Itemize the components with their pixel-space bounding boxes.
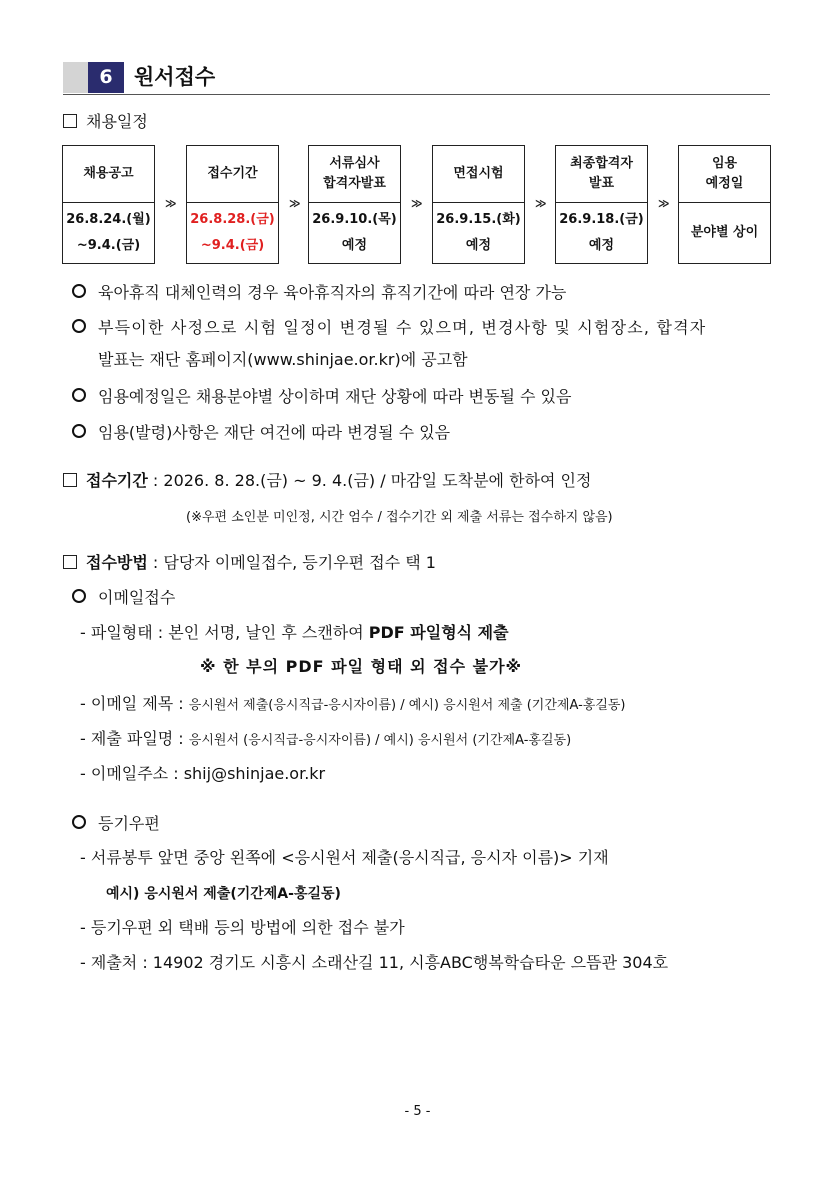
schedule-step-date xyxy=(63,202,154,263)
flow-arrow-icon: ≫ xyxy=(658,197,670,210)
schedule-step-title: 채용공고 xyxy=(63,146,154,203)
post-example: 예시) 응시원서 제출(기간제A-홍길동) xyxy=(106,886,341,902)
schedule-step-date-line: 예정 xyxy=(465,237,492,253)
email-file-type xyxy=(80,621,509,645)
schedule-step-date-line: ~9.4.(금) xyxy=(76,237,141,253)
schedule-step-box xyxy=(62,145,155,264)
schedule-step-box xyxy=(186,145,279,264)
post-no-courier: - 등기우편 외 택배 등의 방법에 의한 접수 불가 xyxy=(80,918,405,937)
method-label: 접수방법 xyxy=(86,553,148,572)
section-marker-accent xyxy=(63,62,88,93)
note-text: 임용예정일은 채용분야별 상이하며 재단 상황에 따라 변동될 수 있음 xyxy=(98,387,572,406)
method-line xyxy=(63,551,436,575)
schedule-step-title: 서류심사 합격자발표 xyxy=(309,146,400,203)
schedule-step-date xyxy=(556,202,647,263)
file-type-bold: PDF 파일형식 제출 xyxy=(368,623,509,642)
circle-bullet-icon xyxy=(72,424,86,438)
section-title: 원서접수 xyxy=(134,65,216,89)
period-note: (※우편 소인분 미인정, 시간 엄수 / 접수기간 외 제출 서류는 접수하지 않음) xyxy=(186,510,613,525)
flow-arrow-icon: ≫ xyxy=(165,197,177,210)
schedule-step-date xyxy=(433,202,524,263)
period-text: : 2026. 8. 28.(금) ~ 9. 4.(금) / 마감일 도착분에 한하여 인정 xyxy=(147,471,592,490)
schedule-step-date-line: 26.9.15.(화) xyxy=(436,211,521,227)
checkbox-square-icon xyxy=(63,114,77,128)
section-number: 6 xyxy=(88,62,124,93)
schedule-step-date-line: ~9.4.(금) xyxy=(200,237,265,253)
circle-bullet-icon xyxy=(72,388,86,402)
schedule-step-box xyxy=(678,145,771,264)
post-title: 등기우편 xyxy=(98,814,160,833)
schedule-step-date-line: 예정 xyxy=(588,237,615,253)
email-subject xyxy=(80,692,626,718)
schedule-step-box xyxy=(308,145,401,264)
schedule-step-date-line: 26.8.28.(금) xyxy=(190,211,275,227)
subject-value: 응시원서 제출(응시직급-응시자이름) / 예시) 응시원서 제출 (기간제A-홍길동) xyxy=(188,698,626,713)
schedule-step-date xyxy=(309,202,400,263)
filename-value: 응시원서 (응시직급-응시자이름) / 예시) 응시원서 (기간제A-홍길동) xyxy=(188,733,572,748)
note-text: 육아휴직 대체인력의 경우 육아휴직자의 휴직기간에 따라 연장 가능 xyxy=(98,283,567,302)
method-text: : 담당자 이메일접수, 등기우편 접수 택 1 xyxy=(147,553,436,572)
note-item xyxy=(72,316,706,340)
note-item xyxy=(72,385,571,409)
schedule-step-date xyxy=(187,202,278,263)
schedule-step-box xyxy=(555,145,648,264)
page-number: - 5 - xyxy=(404,1104,431,1119)
flow-arrow-icon: ≫ xyxy=(535,197,547,210)
schedule-step-date-line: 26.9.18.(금) xyxy=(559,211,644,227)
note-text: 발표는 재단 홈페이지(www.shinjae.or.kr)에 공고함 xyxy=(98,350,468,369)
schedule-step-box xyxy=(432,145,525,264)
post-heading xyxy=(72,812,160,836)
schedule-step-date-line: 26.9.10.(목) xyxy=(312,211,397,227)
schedule-step-title: 최종합격자 발표 xyxy=(556,146,647,203)
circle-bullet-icon xyxy=(72,815,86,829)
circle-bullet-icon xyxy=(72,589,86,603)
circle-bullet-icon xyxy=(72,319,86,333)
post-envelope: - 서류봉투 앞면 중앙 왼쪽에 <응시원서 제출(응시직급, 응시자 이름)> 기재 xyxy=(80,848,609,867)
filename-label: - 제출 파일명 : xyxy=(80,729,189,748)
section-divider xyxy=(63,94,770,95)
schedule-step-date-line: 예정 xyxy=(341,237,368,253)
post-destination: - 제출처 : 14902 경기도 시흥시 소래산길 11, 시흥ABC행복학습타운 으뜸관 304호 xyxy=(80,953,669,972)
period-label: 접수기간 xyxy=(86,471,148,490)
flow-arrow-icon: ≫ xyxy=(289,197,301,210)
checkbox-square-icon xyxy=(63,555,77,569)
file-type-text: - 파일형태 : 본인 서명, 날인 후 스캔하여 xyxy=(80,623,369,642)
schedule-step-title: 임용 예정일 xyxy=(679,146,770,203)
email-filename xyxy=(80,727,571,753)
subject-label: - 이메일 제목 : xyxy=(80,694,189,713)
circle-bullet-icon xyxy=(72,284,86,298)
note-text: 임용(발령)사항은 재단 여건에 따라 변경될 수 있음 xyxy=(98,423,451,442)
schedule-step-date-line: 26.8.24.(월) xyxy=(66,211,151,227)
period-line xyxy=(63,469,591,493)
schedule-heading xyxy=(63,110,148,134)
schedule-heading-label: 채용일정 xyxy=(86,112,148,131)
email-warning: ※ 한 부의 PDF 파일 형태 외 접수 불가※ xyxy=(200,657,523,676)
checkbox-square-icon xyxy=(63,473,77,487)
note-item xyxy=(72,421,450,445)
flow-arrow-icon: ≫ xyxy=(411,197,423,210)
email-address: - 이메일주소 : shij@shinjae.or.kr xyxy=(80,764,326,783)
email-heading xyxy=(72,586,175,610)
note-item-continued xyxy=(98,348,468,372)
schedule-step-date xyxy=(679,202,770,263)
note-item xyxy=(72,281,566,305)
note-text: 부득이한 사정으로 시험 일정이 변경될 수 있으며, 변경사항 및 시험장소, 합격자 xyxy=(98,318,707,337)
schedule-step-title: 접수기간 xyxy=(187,146,278,203)
schedule-step-date-line: 분야별 상이 xyxy=(690,224,759,240)
email-title: 이메일접수 xyxy=(98,588,176,607)
schedule-step-title: 면접시험 xyxy=(433,146,524,203)
